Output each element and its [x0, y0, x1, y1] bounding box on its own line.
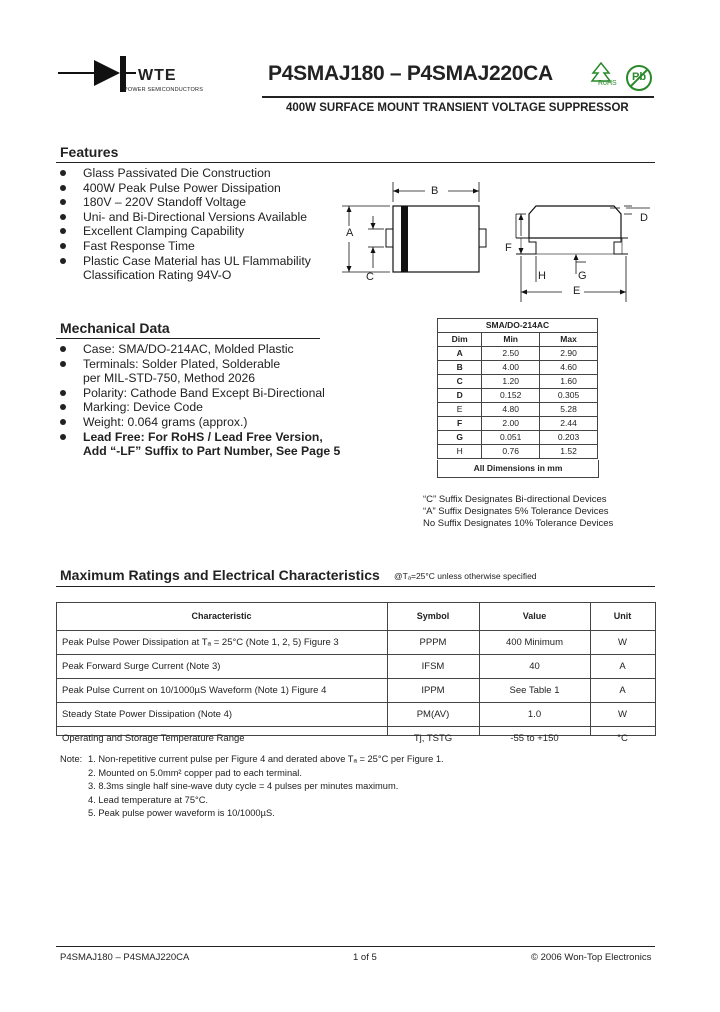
list-item: Glass Passivated Die Construction [58, 166, 311, 181]
table-cell: Peak Pulse Current on 10/1000µS Waveform (Note 1) Figure 4 [56, 679, 387, 703]
table-cell: 2.44 [540, 417, 598, 431]
footer-page-number: 1 of 5 [353, 952, 377, 963]
dim-header: Max [540, 333, 598, 347]
list-item: Classification Rating 94V-O [83, 268, 232, 283]
list-item: Case: SMA/DO-214AC, Molded Plastic [58, 342, 340, 357]
table-cell: 4.80 [482, 403, 540, 417]
table-cell: 0.152 [482, 389, 540, 403]
table-cell: 1.52 [540, 445, 598, 459]
table-cell: 1.60 [540, 375, 598, 389]
rohs-icon [590, 62, 616, 92]
table-cell: 2.50 [482, 347, 540, 361]
page-title: P4SMAJ180 – P4SMAJ220CA [268, 62, 553, 85]
mechanical-list [58, 342, 340, 459]
table-row [438, 403, 598, 417]
table-cell: G [438, 431, 482, 445]
ratings-rule [56, 586, 655, 587]
table-cell: W [590, 631, 655, 655]
list-item: Excellent Clamping Capability [58, 224, 311, 239]
table-cell: °C [590, 727, 655, 751]
footer-rule [56, 946, 655, 947]
logo-subtitle: POWER SEMICONDUCTORS [124, 87, 204, 93]
note-item: 2. Mounted on 5.0mm² copper pad to each terminal. [88, 767, 302, 778]
table-row [56, 679, 655, 703]
table-cell: 40 [479, 655, 590, 679]
dim-label-d: D [640, 212, 648, 224]
list-item: 180V – 220V Standoff Voltage [58, 195, 311, 210]
page-subtitle: 400W SURFACE MOUNT TRANSIENT VOLTAGE SUPPRESSOR [286, 102, 629, 114]
package-diagram [330, 178, 660, 303]
table-row [56, 631, 655, 655]
table-cell: Peak Pulse Power Dissipation at Tₐ = 25°C (Note 1, 2, 5) Figure 3 [56, 631, 387, 655]
dim-header: Min [482, 333, 540, 347]
table-cell: IPPM [387, 679, 479, 703]
dim-label-b: B [431, 185, 439, 197]
dim-label-a: A [346, 227, 354, 239]
note-item: 5. Peak pulse power waveform is 10/1000µS. [88, 808, 275, 818]
dim-label-g: G [578, 270, 587, 282]
table-cell: Tj, TSTG [387, 727, 479, 751]
table-row [438, 389, 598, 403]
list-item: Plastic Case Material has UL Flammability [58, 254, 311, 269]
table-cell: A [590, 679, 655, 703]
table-cell: 0.051 [482, 431, 540, 445]
dim-table-footer: All Dimensions in mm [473, 463, 563, 473]
table-cell: 4.00 [482, 361, 540, 375]
table-row [438, 417, 598, 431]
table-cell: Peak Forward Surge Current (Note 3) [56, 655, 387, 679]
table-cell: 0.203 [540, 431, 598, 445]
table-cell: Operating and Storage Temperature Range [56, 727, 387, 751]
table-cell: 2.00 [482, 417, 540, 431]
table-cell: A [590, 655, 655, 679]
table-cell: B [438, 361, 482, 375]
table-cell: PPPM [387, 631, 479, 655]
note-item: 3. 8.3ms single half sine-wave duty cycle = 4 pulses per minutes maximum. [88, 781, 399, 791]
suffix-note: No Suffix Designates 10% Tolerance Devices [423, 518, 614, 529]
logo-text: WTE [138, 67, 177, 84]
column-header: Symbol [387, 602, 479, 631]
note-item: 4. Lead temperature at 75°C. [88, 794, 209, 805]
list-item: Fast Response Time [58, 239, 311, 254]
list-item: 400W Peak Pulse Power Dissipation [58, 181, 311, 196]
table-cell: 1.20 [482, 375, 540, 389]
table-cell: H [438, 445, 482, 459]
dim-label-h: H [538, 270, 546, 282]
table-row [56, 703, 655, 727]
table-cell: 1.0 [479, 703, 590, 727]
lead-free-icon [625, 64, 653, 92]
list-item: per MIL-STD-750, Method 2026 [83, 371, 256, 386]
table-row [56, 655, 655, 679]
table-row [438, 431, 598, 445]
header-rule [262, 96, 654, 98]
table-cell: -55 to +150 [479, 727, 590, 751]
table-row [438, 361, 598, 375]
dim-label-f: F [505, 242, 512, 254]
list-item: Uni- and Bi-Directional Versions Available [58, 210, 311, 225]
table-cell: 4.60 [540, 361, 598, 375]
suffix-note: “A” Suffix Designates 5% Tolerance Devices [423, 506, 609, 517]
table-cell: 5.28 [540, 403, 598, 417]
ratings-title: Maximum Ratings and Electrical Characteristics [60, 567, 380, 583]
list-item: Polarity: Cathode Band Except Bi-Directional [58, 386, 340, 401]
table-cell: F [438, 417, 482, 431]
features-list [58, 166, 311, 283]
table-row [438, 347, 598, 361]
list-item: Lead Free: For RoHS / Lead Free Version, [58, 430, 340, 445]
table-cell: 0.76 [482, 445, 540, 459]
list-item: Terminals: Solder Plated, Solderable [58, 357, 340, 372]
rohs-label: RoHS [598, 80, 617, 87]
list-item: Weight: 0.064 grams (approx.) [58, 415, 340, 430]
column-header: Characteristic [56, 602, 387, 631]
footer-part-number: P4SMAJ180 – P4SMAJ220CA [60, 952, 190, 963]
table-row [438, 445, 598, 459]
column-header: Unit [590, 602, 655, 631]
list-item: Marking: Device Code [58, 400, 340, 415]
notes-list [88, 753, 444, 821]
ratings-table [56, 602, 655, 750]
table-cell: W [590, 703, 655, 727]
table-cell: A [438, 347, 482, 361]
list-item: Add “-LF” Suffix to Part Number, See Page 5 [83, 444, 341, 459]
suffix-note: “C” Suffix Designates Bi-directional Devices [423, 494, 607, 505]
pb-label: Pb [632, 71, 647, 83]
table-cell: D [438, 389, 482, 403]
ratings-condition: @Tₐ=25°C unless otherwise specified [394, 571, 537, 581]
note-item: 1. Non-repetitive current pulse per Figure 4 and derated above Tₐ = 25°C per Figure 1. [88, 754, 444, 764]
features-rule [56, 162, 655, 163]
mechanical-title: Mechanical Data [60, 320, 170, 336]
table-cell: See Table 1 [479, 679, 590, 703]
table-cell: C [438, 375, 482, 389]
dim-label-c: C [366, 271, 374, 283]
table-cell: Steady State Power Dissipation (Note 4) [56, 703, 387, 727]
dim-label-e: E [573, 285, 581, 297]
dimension-table [437, 318, 598, 459]
column-header: Value [479, 602, 590, 631]
table-cell: 0.305 [540, 389, 598, 403]
features-title: Features [60, 144, 119, 160]
table-cell: E [438, 403, 482, 417]
table-cell: IFSM [387, 655, 479, 679]
footer-copyright: © 2006 Won-Top Electronics [531, 952, 652, 963]
mechanical-rule [56, 338, 320, 339]
dim-table-title: SMA/DO-214AC [438, 319, 598, 333]
table-row [438, 375, 598, 389]
table-cell: 400 Minimum [479, 631, 590, 655]
notes-label: Note: [60, 754, 83, 764]
table-row [56, 727, 655, 751]
table-cell: 2.90 [540, 347, 598, 361]
table-cell: PM(AV) [387, 703, 479, 727]
dim-header: Dim [438, 333, 482, 347]
